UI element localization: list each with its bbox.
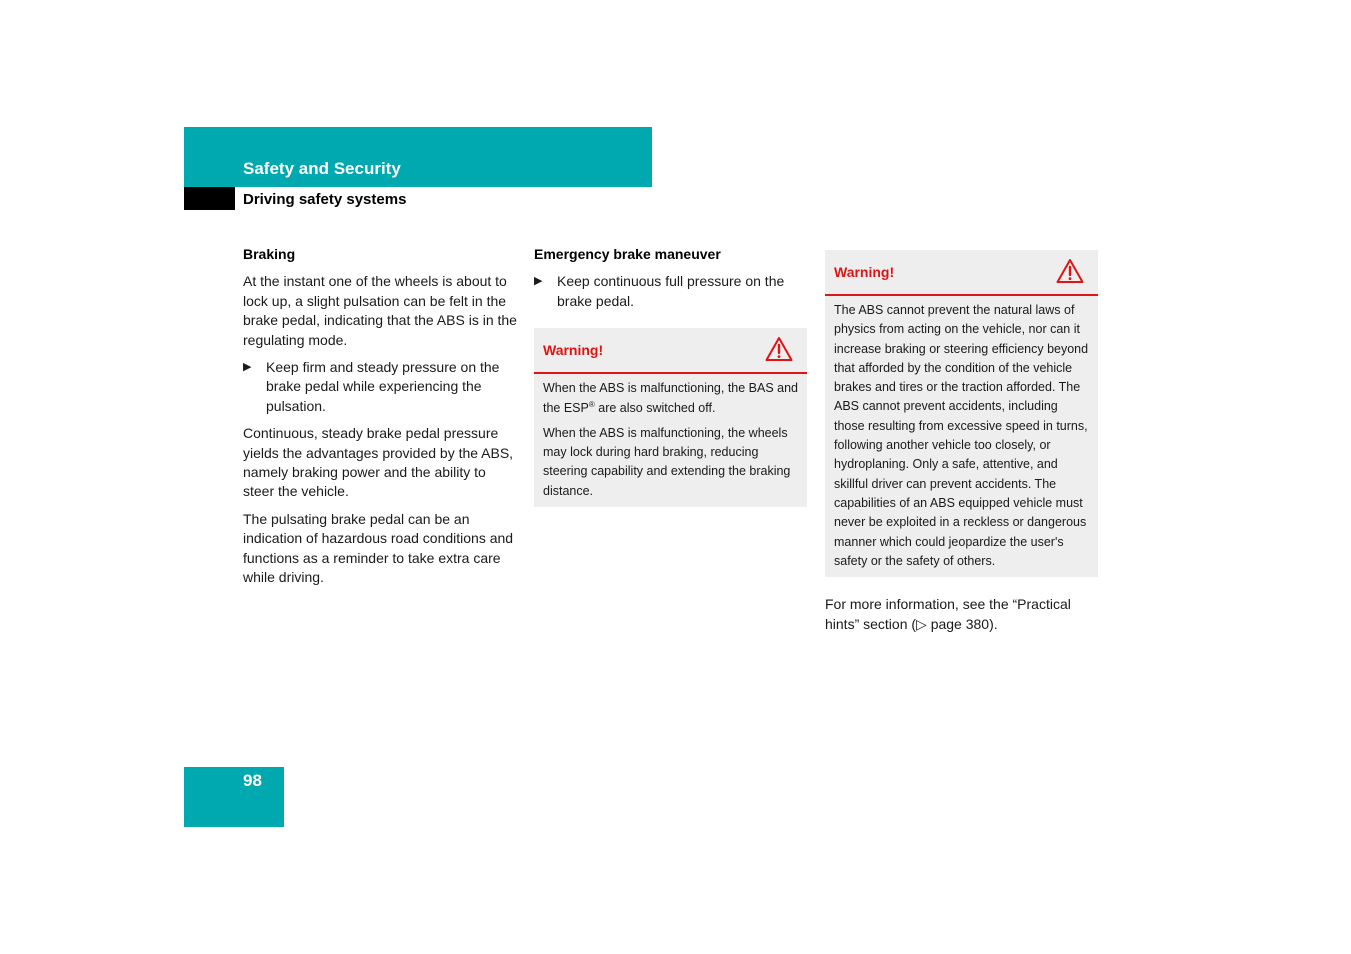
warning-box-abs-limits (825, 250, 1098, 577)
page-number: 98 (243, 771, 262, 790)
page-number-box (184, 767, 284, 827)
column-braking (243, 245, 519, 596)
column-abs-limits (825, 250, 1098, 634)
more-info-reference[interactable]: For more information, see the “Practical hints” section (▷ page 380). (825, 596, 1071, 632)
warning-box-abs-malfunction (534, 328, 807, 507)
emergency-bullet (534, 272, 807, 311)
braking-bullet-text: Keep firm and steady pressure on the brake pedal while experiencing the pulsation. (266, 359, 500, 414)
warning-text: The ABS cannot prevent the natural laws of physics from acting on the vehicle, nor can it increase braking or steering efficiency beyond that afforded by the condition of the vehicle brakes and tires or the traction afforded. The ABS cannot prevent accidents, including those resulting from excessive speed in turns, following another vehicle too closely, or hydroplaning. Only a safe, attentive, and skillful driver can prevent accidents. The capabilities of an ABS equipped vehicle must never be exploited in a reckless or dangerous manner which could jeopardize the user's safety or the safety of others. (834, 303, 1089, 568)
emergency-heading: Emergency brake maneuver (534, 246, 721, 262)
braking-bullet (243, 358, 519, 416)
section-title: Safety and Security (243, 159, 401, 178)
braking-heading: Braking (243, 246, 296, 262)
warning-para-2: When the ABS is malfunctioning, the wheels may lock during hard braking, reducing steering capability and extending the braking distance. (543, 425, 791, 498)
subsection-title: Driving safety systems (243, 191, 407, 208)
warning-body (534, 374, 807, 507)
warning-triangle-icon (1056, 258, 1084, 284)
section-marker (184, 187, 235, 210)
braking-para-2: Continuous, steady brake pedal pressure yields the advantages provided by the ABS, namely braking power and the ability to steer the vehicle. (243, 425, 514, 500)
registered-mark: ® (588, 399, 595, 409)
braking-para-1: At the instant one of the wheels is about to lock up, a slight pulsation can be felt in the brake pedal, indicating that the ABS is in the regulating mode. (243, 273, 517, 348)
braking-para-3: The pulsating brake pedal can be an indication of hazardous road conditions and functions as a reminder to take extra care while driving. (243, 510, 514, 586)
warning-body (825, 296, 1098, 577)
warning-label: Warning! (543, 342, 604, 359)
warning-label: Warning! (834, 264, 895, 280)
warning-header (534, 328, 807, 374)
warning-para-1-start: When the ABS is malfunctioning, the BAS and the ESP (543, 381, 799, 415)
warning-para-1-end: are also switched off. (594, 400, 716, 415)
emergency-bullet-text: Keep continuous full pressure on the brake pedal. (557, 273, 785, 309)
column-emergency (534, 245, 807, 507)
triangle-right-icon: ▶ (534, 275, 543, 288)
warning-para-1 (543, 379, 798, 418)
triangle-right-icon: ▶ (243, 361, 252, 374)
warning-header (825, 250, 1098, 296)
warning-triangle-icon (765, 336, 793, 362)
